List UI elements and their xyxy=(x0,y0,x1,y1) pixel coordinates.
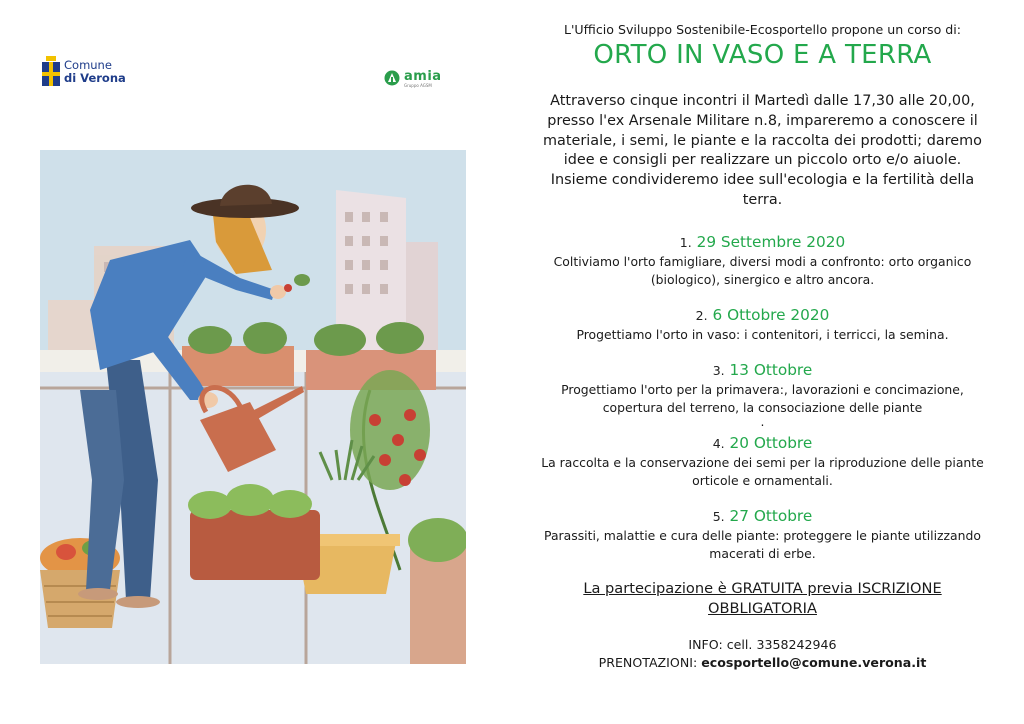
participation-line1: La partecipazione è GRATUITA previa ISCRIZIONE xyxy=(583,580,942,597)
session-description: Progettiamo l'orto per la primavera:, lavorazioni e concimazione, xyxy=(561,382,964,397)
session-number: 4. xyxy=(712,436,725,451)
description-line: Insieme condivideremo idee sull'ecologia e la fertilità della xyxy=(550,172,975,189)
session-description: . xyxy=(760,414,765,429)
participation-line2: OBBLIGATORIA xyxy=(708,600,817,617)
amia-word: amia xyxy=(404,69,442,84)
session-description: Coltiviamo l'orto famigliare, diversi modi a confronto: orto organico xyxy=(553,254,972,269)
description-line: Attraverso cinque incontri il Martedì dalle 17,30 alle 20,00, xyxy=(550,93,975,109)
session-number: 5. xyxy=(712,509,725,524)
amia-sub: Gruppo AGSM xyxy=(404,83,432,88)
session-5 xyxy=(520,506,1005,563)
email-label: PRENOTAZIONI: xyxy=(598,655,698,670)
session-3 xyxy=(520,360,1005,427)
faded-background-text xyxy=(100,680,108,699)
course-description xyxy=(520,92,1005,211)
description-line: terra. xyxy=(742,191,783,208)
gardener-illustration xyxy=(40,150,466,664)
session-number: 2. xyxy=(695,308,708,323)
comune-di-verona-logo xyxy=(42,56,126,88)
session-4 xyxy=(520,433,1005,490)
session-description: La raccolta e la conservazione dei semi per la riproduzione delle piante xyxy=(541,455,984,470)
session-description: (biologico), sinergico e altro ancora. xyxy=(650,272,875,287)
amia-leaf-icon xyxy=(384,70,400,86)
session-date: 27 Ottobre xyxy=(729,507,813,525)
session-description: Progettiamo l'orto in vaso: i contenitori, i terricci, la semina. xyxy=(576,327,949,342)
phone-number[interactable]: 3358242946 xyxy=(756,637,837,652)
session-date: 20 Ottobre xyxy=(729,434,813,452)
amia-logo xyxy=(384,70,442,88)
session-description: orticole e ornamentali. xyxy=(692,473,833,488)
contact-info xyxy=(520,636,1005,672)
verona-crest-icon xyxy=(42,56,60,88)
description-line: idee e consigli per realizzare un piccolo orto e/o aiuole. xyxy=(563,152,962,169)
session-number: 1. xyxy=(679,235,692,250)
phone-label: INFO: cell. xyxy=(688,637,753,652)
session-1 xyxy=(520,232,1005,289)
email-address[interactable]: ecosportello@comune.verona.it xyxy=(701,655,927,670)
session-date: 29 Settembre 2020 xyxy=(696,233,846,251)
course-title: ORTO IN VASO E A TERRA xyxy=(593,40,932,70)
session-number: 3. xyxy=(712,363,725,378)
intro-text: L'Ufficio Sviluppo Sostenibile-Ecosportello propone un corso di: xyxy=(563,22,962,37)
session-date: 13 Ottobre xyxy=(729,361,813,379)
session-description: copertura del terreno, la consociazione delle piante xyxy=(602,400,923,415)
participation-notice xyxy=(520,579,1005,619)
verona-line2: di Verona xyxy=(64,71,126,85)
session-date: 6 Ottobre 2020 xyxy=(712,306,830,324)
description-line: materiale, i semi, le piante e la raccolta dei prodotti; daremo xyxy=(543,132,982,149)
description-line: presso l'ex Arsenale Militare n.8, impareremo a conoscere il xyxy=(547,112,978,129)
session-description: macerati di erbe. xyxy=(709,546,816,561)
session-description: Parassiti, malattie e cura delle piante: proteggere le piante utilizzando xyxy=(544,528,981,543)
verona-line1: Comune xyxy=(64,58,112,72)
session-2 xyxy=(520,305,1005,344)
